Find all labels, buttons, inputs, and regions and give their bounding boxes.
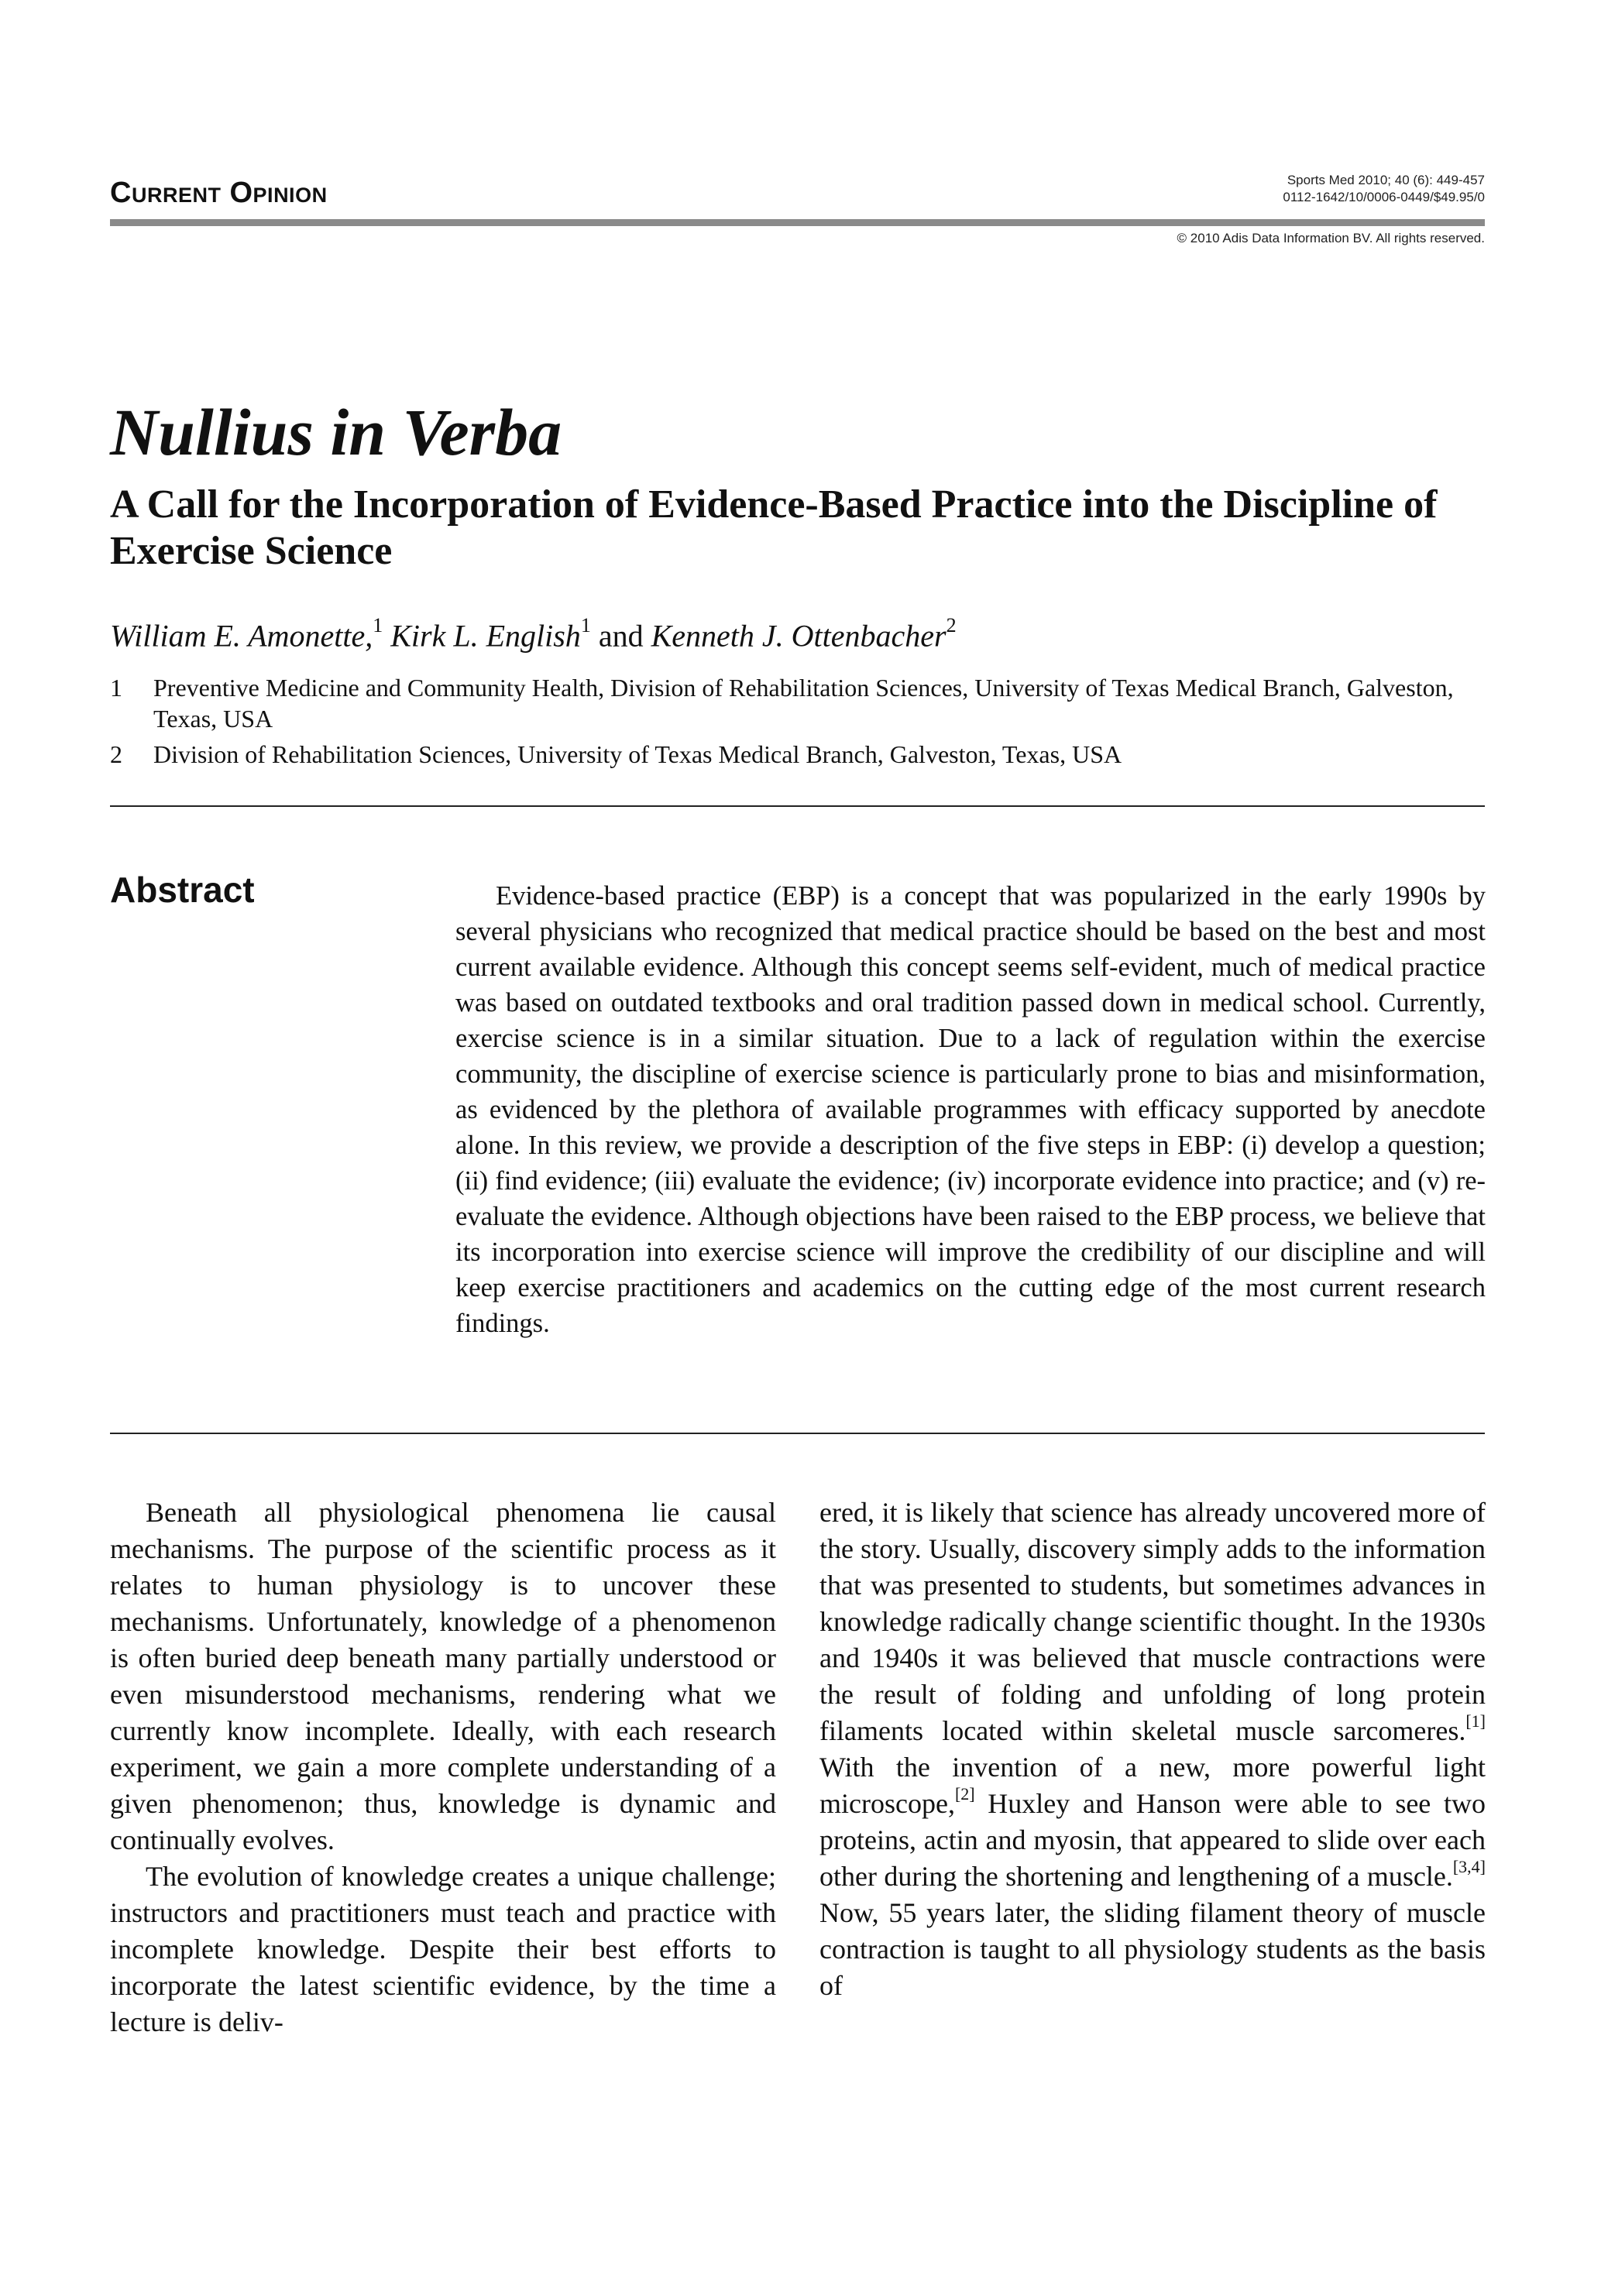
article-subtitle: A Call for the Incorporation of Evidence-Based Practice into the Discipline of Exercise Science bbox=[110, 482, 1438, 573]
affiliation-list bbox=[110, 672, 1489, 774]
body-text-segment: ered, it is likely that science has already uncovered more of the story. Usually, discovery simply adds to the information that was presented to students, but sometimes advances in knowledge radically change scientific thought. In the 1930s and 1940s it was believed that muscle contractions were the result of folding and unfolding of long protein filaments located within skeletal muscle sarcomeres. bbox=[819, 1497, 1486, 1746]
affiliation-number: 2 bbox=[110, 740, 122, 768]
affiliation-item bbox=[110, 739, 1489, 770]
article-title: Nullius in Verba bbox=[110, 395, 562, 469]
citation-reference[interactable]: [1] bbox=[1465, 1711, 1486, 1731]
body-text-segment: Now, 55 years later, the sliding filament theory of muscle contraction is taught to all physiology students as the basis of bbox=[819, 1897, 1486, 2001]
citation-reference[interactable]: [3,4] bbox=[1452, 1857, 1486, 1876]
affiliation-text: Division of Rehabilitation Sciences, University of Texas Medical Branch, Galveston, Texas, USA bbox=[153, 740, 1122, 768]
affiliation-item bbox=[110, 672, 1489, 734]
citation-reference[interactable]: [2] bbox=[954, 1784, 975, 1804]
header-rule bbox=[110, 219, 1485, 226]
affiliation-number: 1 bbox=[110, 674, 122, 702]
author-conjunction: and bbox=[598, 618, 644, 654]
author-name: William E. Amonette, bbox=[110, 618, 373, 654]
journal-citation: Sports Med 2010; 40 (6): 449-457 bbox=[1287, 173, 1485, 187]
body-text-segment: Huxley and Hanson were able to see two proteins, actin and myosin, that appeared to slide over each other during the shortening and lengthening of a muscle. bbox=[819, 1788, 1486, 1892]
divider-above-abstract bbox=[110, 805, 1485, 807]
publication-info bbox=[1283, 172, 1485, 206]
author-name: Kenneth J. Ottenbacher bbox=[651, 618, 947, 654]
divider-below-abstract bbox=[110, 1433, 1485, 1434]
body-column-right bbox=[819, 1495, 1486, 2004]
abstract-heading: Abstract bbox=[110, 870, 255, 910]
body-column-left bbox=[110, 1495, 776, 2040]
body-text-segment: With the invention of a new, more powerful light microscope, bbox=[819, 1752, 1486, 1819]
body-paragraph bbox=[819, 1495, 1486, 2004]
section-label: Current Opinion bbox=[110, 177, 328, 209]
author-affiliation-mark: 1 bbox=[580, 614, 591, 637]
author-affiliation-mark: 1 bbox=[373, 614, 383, 637]
issn-code: 0112-1642/10/0006-0449/$49.95/0 bbox=[1283, 190, 1485, 204]
author-affiliation-mark: 2 bbox=[946, 614, 957, 637]
author-list bbox=[110, 610, 957, 654]
author-name: Kirk L. English bbox=[390, 618, 581, 654]
body-paragraph: Beneath all physiological phenomena lie causal mechanisms. The purpose of the scientific process as it relates to human physiology is to uncover these mechanisms. Unfortunately, knowledge of a phenomenon is often buried deep beneath many partially understood or even misunderstood mechanisms, rendering what we currently know incomplete. Ideally, with each research experiment, we gain a more complete understanding of a given phenomenon; thus, knowledge is dynamic and continually evolves. bbox=[110, 1497, 776, 1855]
copyright-notice: © 2010 Adis Data Information BV. All rights reserved. bbox=[1177, 231, 1485, 245]
abstract-text: Evidence-based practice (EBP) is a concept that was popularized in the early 1990s by several physicians who recognized that medical practice should be based on the best and most current available evidence. Although this concept seems self-evident, much of medical practice was based on outdated textbooks and oral tradition passed down in medical school. Currently, exercise science is in a similar situation. Due to a lack of regulation within the exercise community, the discipline of exercise science is particularly prone to bias and misinformation, as evidenced by the plethora of available programmes with efficacy supported by anecdote alone. In this review, we provide a description of the five steps in EBP: (i) develop a question; (ii) find evidence; (iii) evaluate the evidence; (iv) incorporate evidence into practice; and (v) re-evaluate the evidence. Although objections have been raised to the EBP process, we believe that its incorporation into exercise science will improve the credibility of our discipline and will keep exercise practitioners and academics on the cutting edge of the most current research findings. bbox=[455, 881, 1486, 1338]
body-paragraph: The evolution of knowledge creates a unique challenge; instructors and practitioners must teach and practice with incomplete knowledge. Despite their best efforts to incorporate the latest scientific evidence, by the time a lecture is deliv- bbox=[110, 1861, 776, 2037]
affiliation-text: Preventive Medicine and Community Health, Division of Rehabilitation Sciences, University of Texas Medical Branch, Galveston, Texas, USA bbox=[153, 674, 1454, 733]
